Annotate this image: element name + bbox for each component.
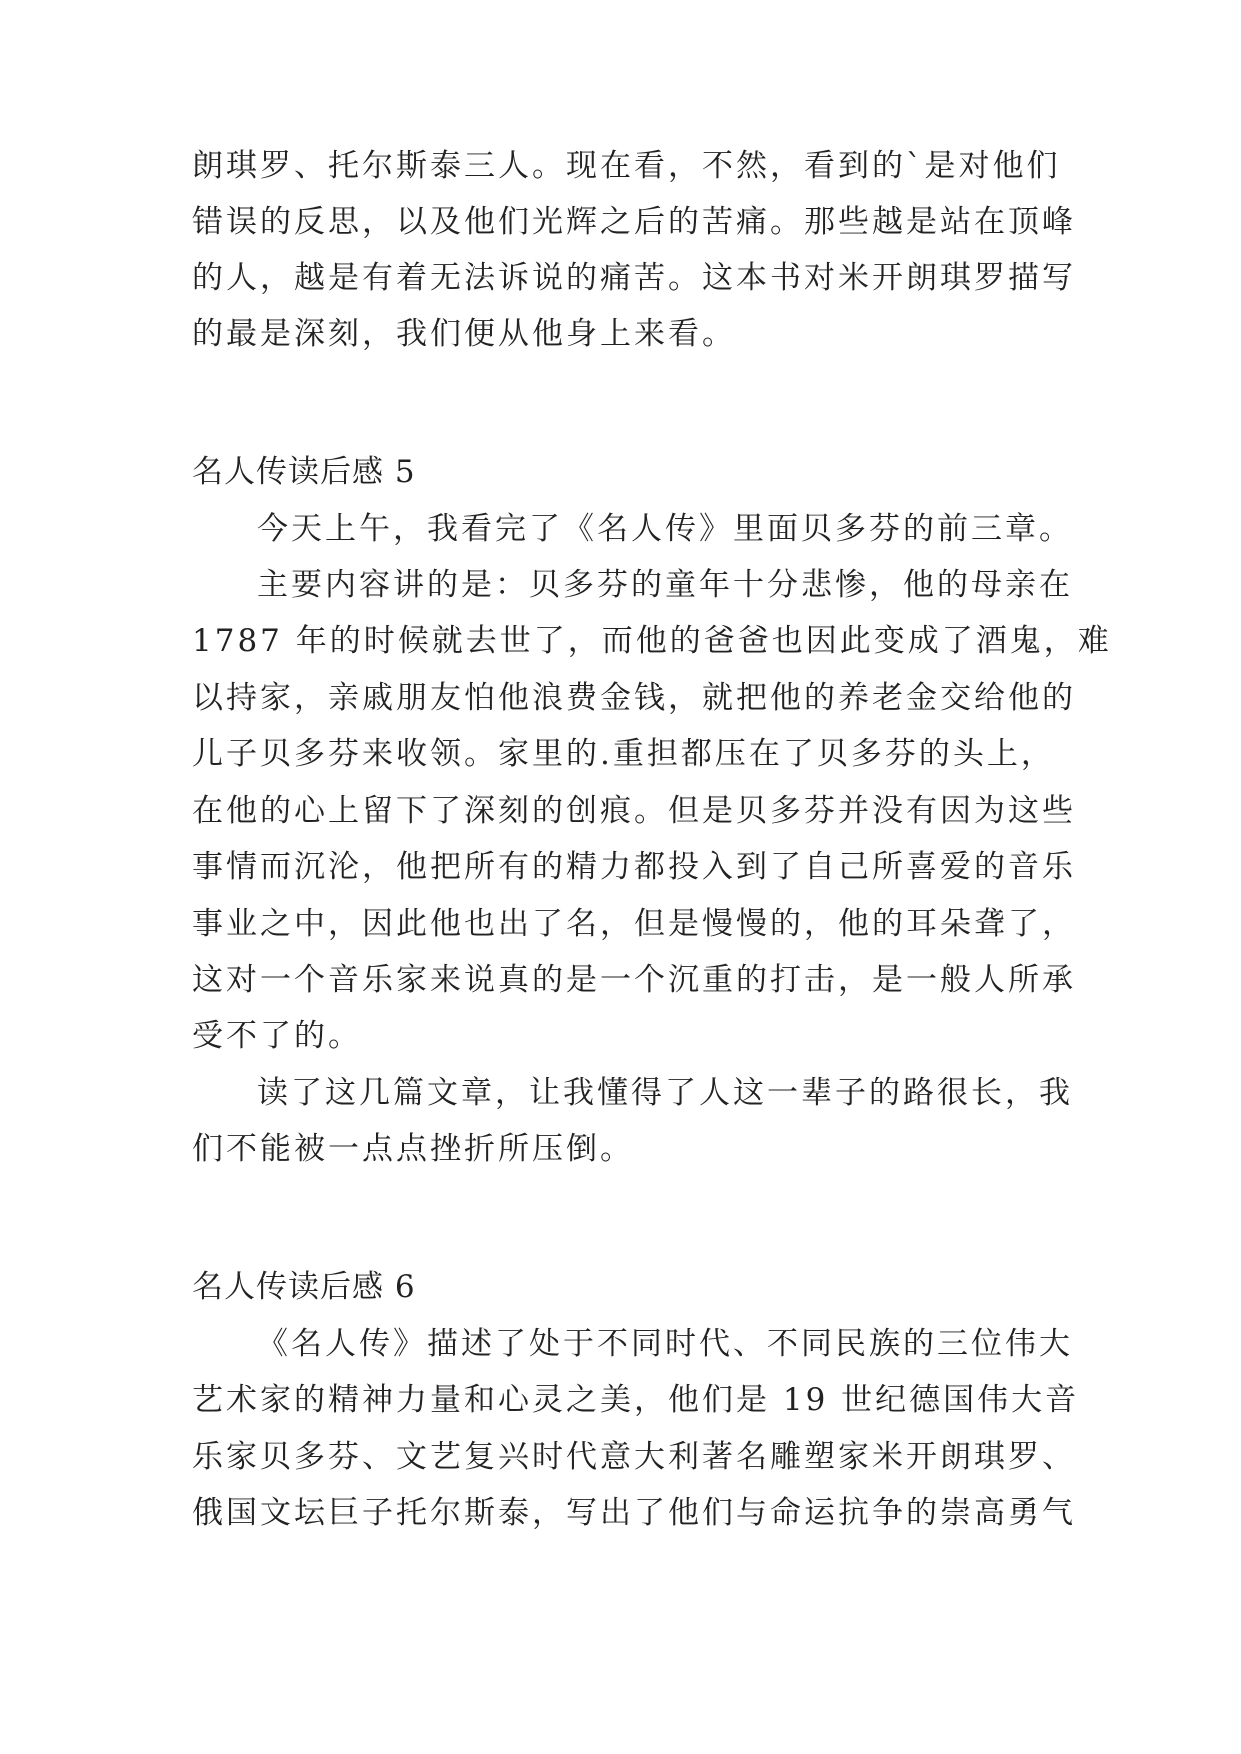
section-heading: 名人传读后感 5 [192,454,416,490]
paragraph-line: 读了这几篇文章，让我懂得了人这一辈子的路很长，我 [257,1075,1073,1111]
paragraph-line: 主要内容讲的是：贝多芬的童年十分悲惨，他的母亲在 [257,567,1073,603]
paragraph-line: 以持家，亲戚朋友怕他浪费金钱，就把他的养老金交给他的 [192,680,1076,716]
paragraph-line: 今天上午，我看完了《名人传》里面贝多芬的前三章。 [257,511,1073,547]
paragraph-line: 错误的反思，以及他们光辉之后的苦痛。那些越是站在顶峰 [192,204,1076,240]
section-heading: 名人传读后感 6 [192,1269,416,1305]
paragraph-line: 这对一个音乐家来说真的是一个沉重的打击，是一般人所承 [192,962,1076,998]
paragraph-line: 乐家贝多芬、文艺复兴时代意大利著名雕塑家米开朗琪罗、 [192,1439,1076,1475]
paragraph-line: 俄国文坛巨子托尔斯泰，写出了他们与命运抗争的崇高勇气 [192,1495,1076,1531]
paragraph-line: 的人，越是有着无法诉说的痛苦。这本书对米开朗琪罗描写 [192,260,1076,296]
paragraph-line: 事业之中，因此他也出了名，但是慢慢的，他的耳朵聋了， [192,906,1076,942]
paragraph-line: 的最是深刻，我们便从他身上来看。 [192,316,736,352]
paragraph-line: 儿子贝多芬来收领。家里的.重担都压在了贝多芬的头上， [192,736,1055,772]
paragraph-line: 《名人传》描述了处于不同时代、不同民族的三位伟大 [257,1326,1073,1362]
paragraph-line: 们不能被一点点挫折所压倒。 [192,1131,634,1167]
paragraph-line: 事情而沉沦，他把所有的精力都投入到了自己所喜爱的音乐 [192,849,1076,885]
paragraph-line: 受不了的。 [192,1018,362,1054]
paragraph-line: 1787 年的时候就去世了，而他的爸爸也因此变成了酒鬼，难 [192,623,1112,659]
paragraph-line: 朗琪罗、托尔斯泰三人。现在看，不然，看到的`是对他们 [192,148,1061,184]
paragraph-line: 在他的心上留下了深刻的创痕。但是贝多芬并没有因为这些 [192,793,1076,829]
paragraph-line: 艺术家的精神力量和心灵之美，他们是 19 世纪德国伟大音 [192,1382,1080,1418]
